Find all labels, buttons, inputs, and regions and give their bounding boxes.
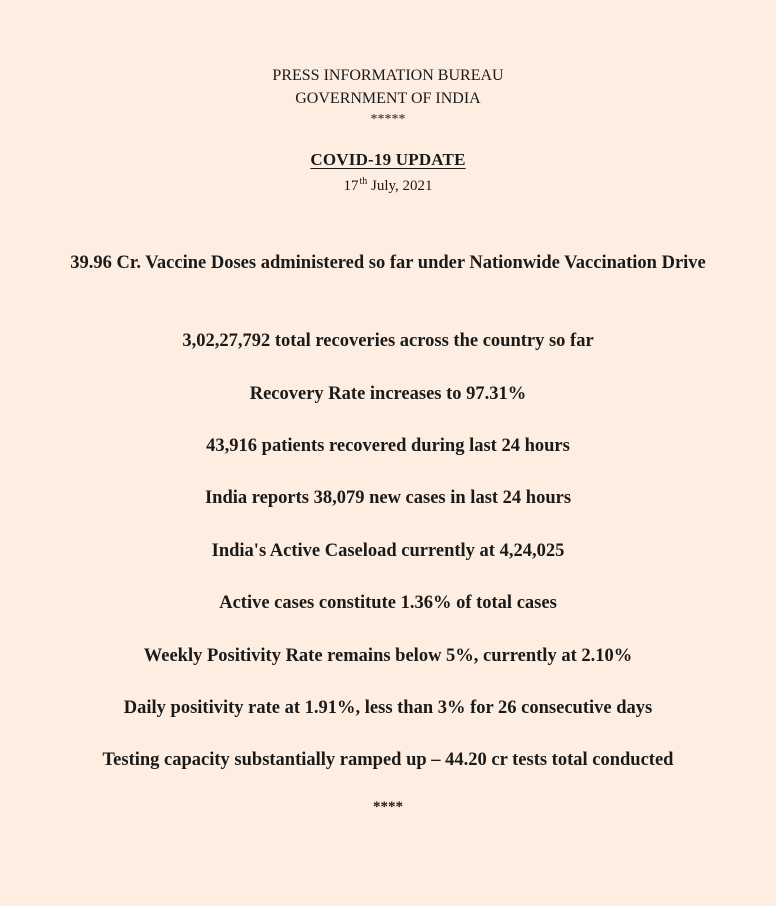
headline-new-cases: India reports 38,079 new cases in last 24 hours <box>204 488 572 508</box>
headline-total-recoveries: 3,02,27,792 total recoveries across the country so far <box>182 331 594 351</box>
headline-recovered-24h: 43,916 patients recovered during last 24 hours <box>206 436 570 456</box>
headline-recovery-rate: Recovery Rate increases to 97.31% <box>249 384 527 404</box>
government-name: GOVERNMENT OF INDIA <box>295 90 481 107</box>
page-title: COVID-19 UPDATE <box>310 150 466 169</box>
headline-active-caseload: India's Active Caseload currently at 4,24,025 <box>211 541 565 561</box>
date-month-year: July, 2021 <box>367 178 433 194</box>
date-suffix: th <box>359 176 368 187</box>
end-marker: **** <box>373 799 403 815</box>
organization-name: PRESS INFORMATION BUREAU <box>272 67 504 84</box>
headline-vaccine-doses: 39.96 Cr. Vaccine Doses administered so far under Nationwide Vaccination Drive <box>70 253 706 273</box>
release-date <box>0 178 776 195</box>
headline-testing-capacity: Testing capacity substantially ramped up – 44.20 cr tests total conducted <box>102 750 674 770</box>
date-day: 17 <box>343 178 359 194</box>
headline-daily-positivity: Daily positivity rate at 1.91%, less than 3% for 26 consecutive days <box>123 698 653 718</box>
headline-active-percentage: Active cases constitute 1.36% of total cases <box>219 593 557 613</box>
headline-weekly-positivity: Weekly Positivity Rate remains below 5%, currently at 2.10% <box>143 646 633 666</box>
header-separator: ***** <box>370 112 406 127</box>
